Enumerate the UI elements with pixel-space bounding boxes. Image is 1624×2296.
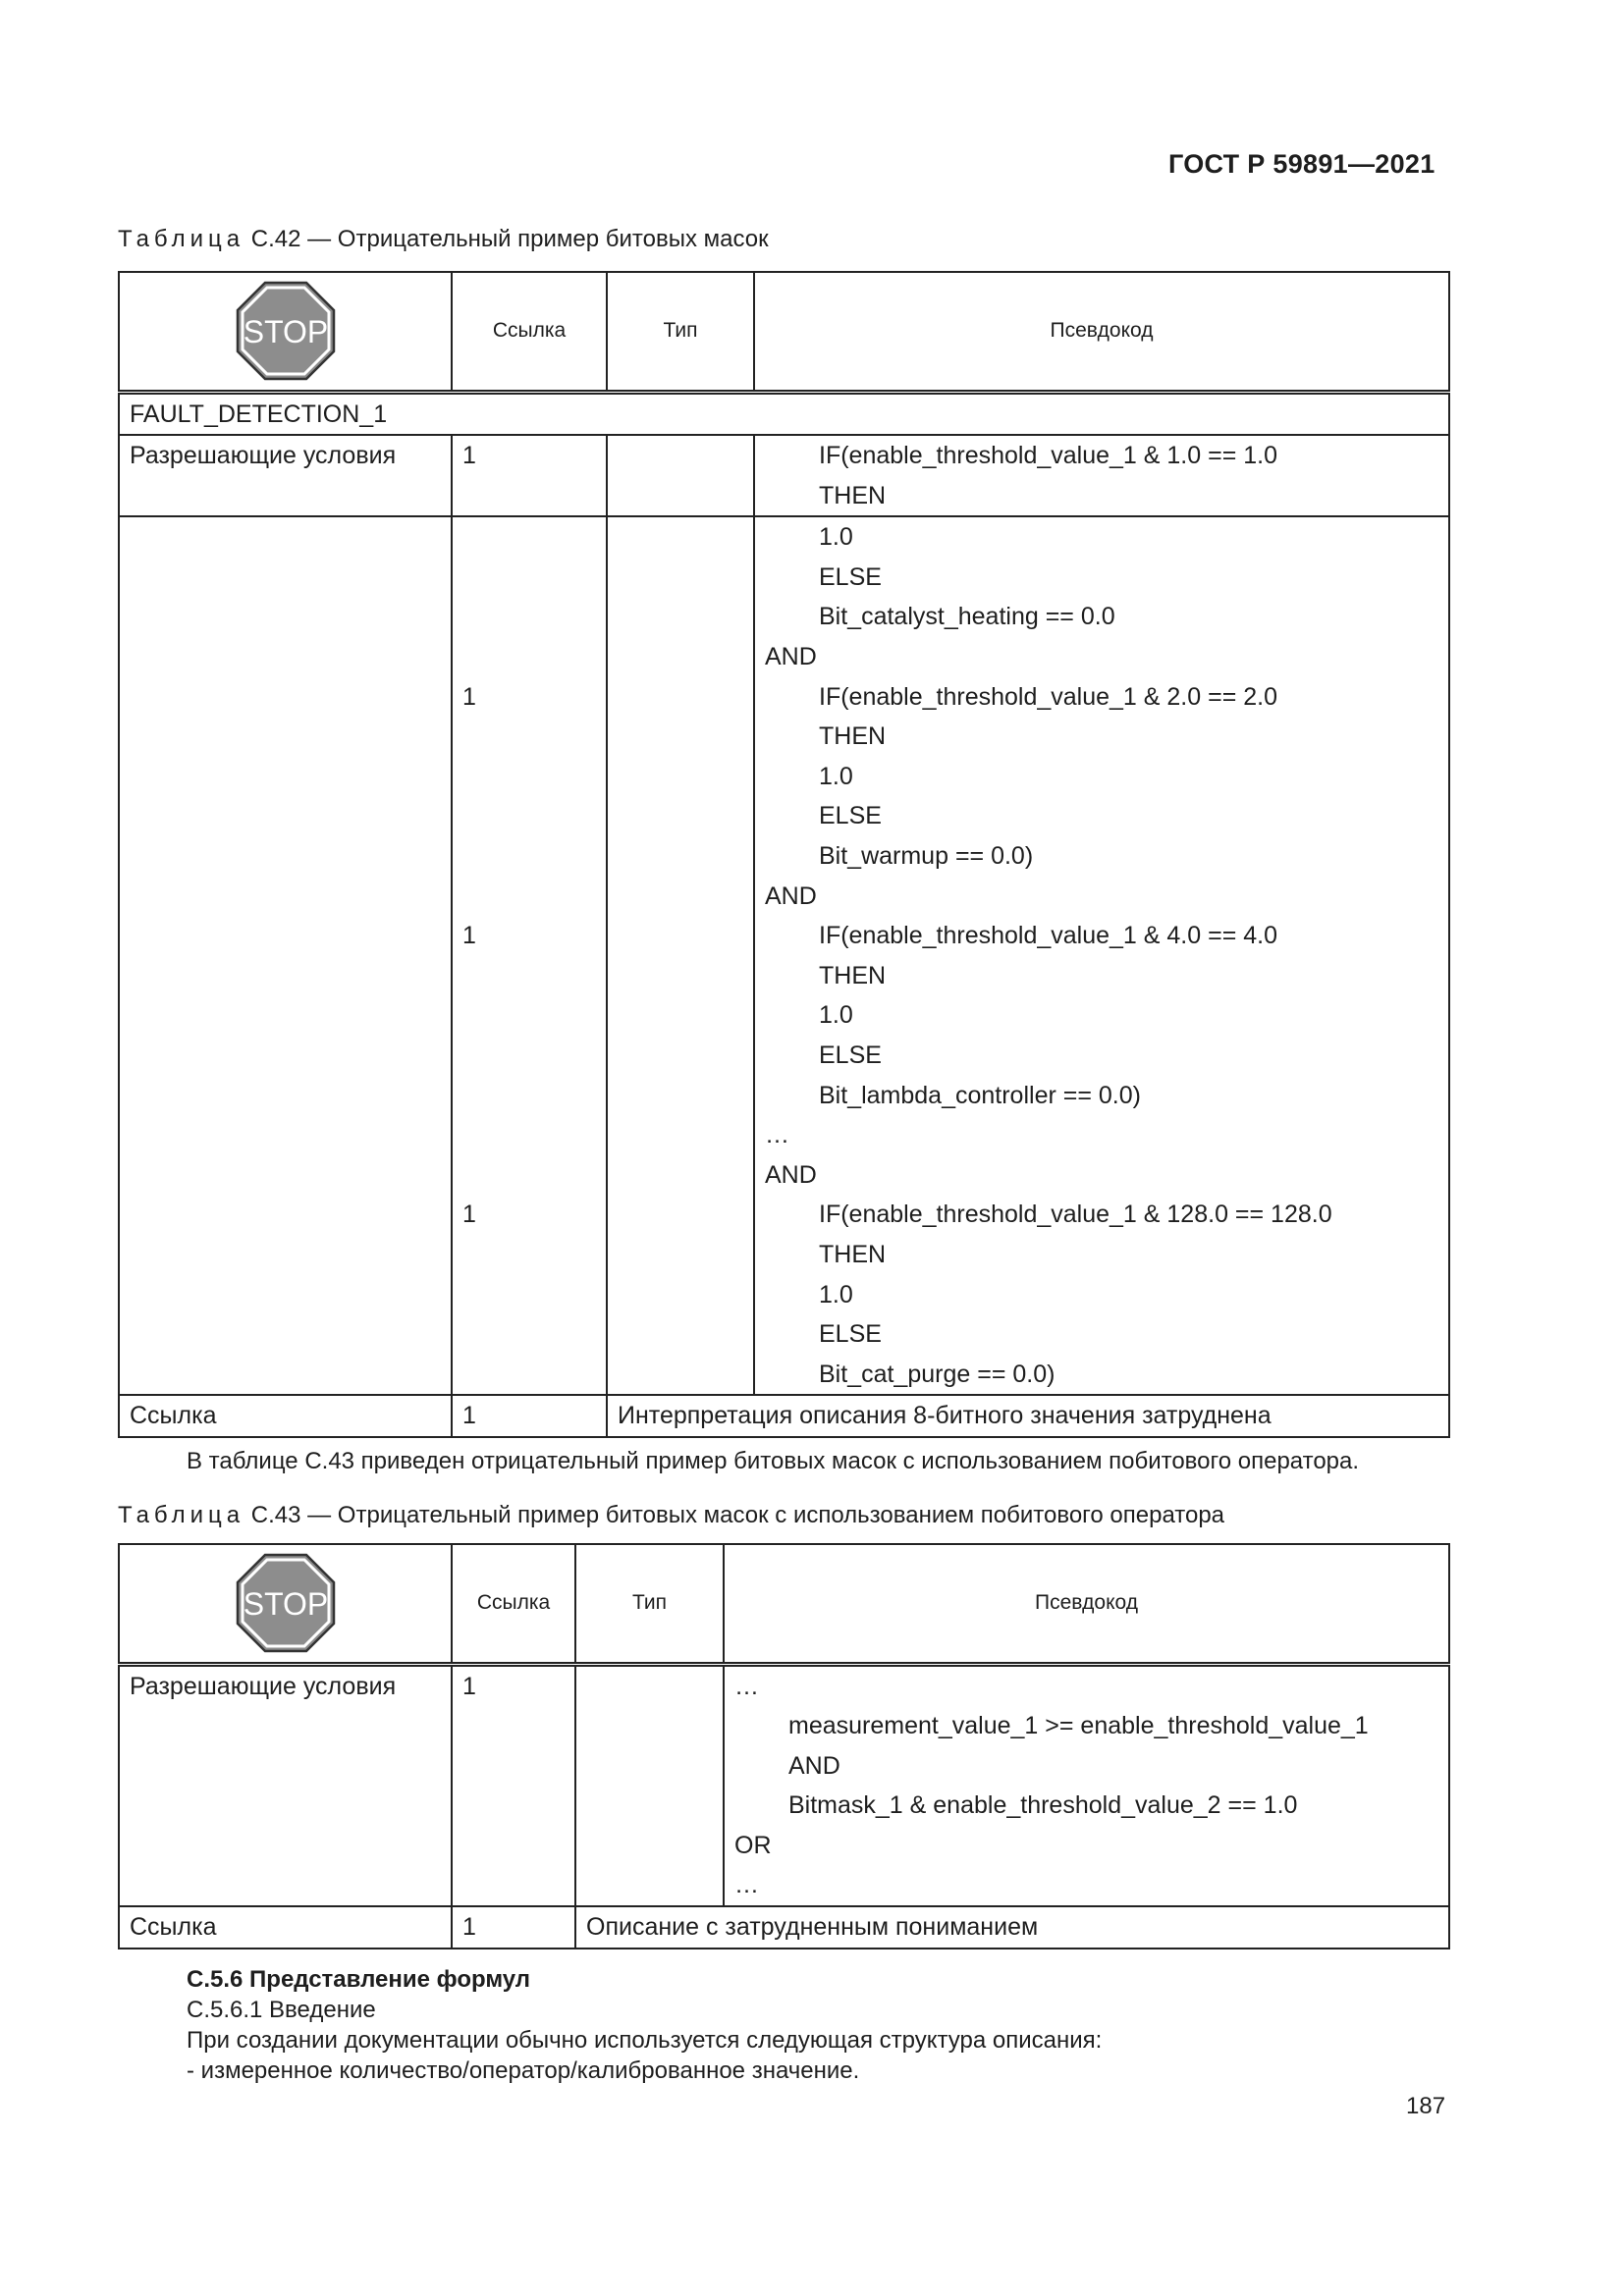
code-line: ELSE	[819, 1041, 882, 1069]
stop-sign-label: STOP	[243, 314, 328, 350]
code-line: IF(enable_threshold_value_1 & 1.0 == 1.0	[819, 442, 1278, 470]
table43-header-row	[119, 1544, 1449, 1664]
section-text-line-1: При создании документации обычно используется следующая структура описания:	[187, 2027, 1103, 2054]
table43-footer-row	[119, 1906, 1449, 1949]
code-line	[462, 956, 596, 996]
row-label: Разрешающие условия	[119, 1664, 452, 1906]
stop-sign-label: STOP	[243, 1586, 328, 1623]
code-line	[462, 1036, 596, 1076]
code-line	[462, 558, 596, 598]
code-line	[462, 877, 596, 917]
code-line	[462, 1235, 596, 1275]
code-line: measurement_value_1 >= enable_threshold_value_1	[788, 1712, 1369, 1740]
table42-caption-prefix: Таблица	[118, 226, 245, 252]
code-line: 1.0	[819, 523, 853, 552]
footer-label: Ссылка	[119, 1395, 452, 1437]
code-line	[462, 597, 596, 637]
section-text-line-2: - измеренное количество/оператор/калиброванное значение.	[187, 2057, 860, 2084]
table42-caption-text: С.42 — Отрицательный пример битовых масок	[244, 226, 769, 252]
code-line: THEN	[819, 481, 887, 509]
footer-ref: 1	[452, 1395, 607, 1437]
table42-stop-cell	[119, 272, 452, 392]
code-line: THEN	[819, 961, 887, 989]
code-line: AND	[765, 881, 817, 910]
row-type	[607, 516, 754, 1395]
code-line: …	[734, 1672, 759, 1700]
section-subtitle: С.5.6.1 Введение	[187, 1997, 376, 2023]
row-pseudocode	[754, 516, 1449, 1395]
row-pseudocode	[754, 435, 1449, 516]
code-line: …	[765, 1121, 789, 1149]
code-line	[462, 836, 596, 877]
table42-caption	[118, 226, 769, 253]
row-label	[119, 516, 452, 1395]
code-line: Bit_warmup == 0.0)	[819, 842, 1034, 871]
code-line: IF(enable_threshold_value_1 & 128.0 == 128.0	[819, 1201, 1332, 1229]
table43-col-type: Тип	[575, 1544, 724, 1664]
code-line: THEN	[819, 722, 887, 751]
code-line: IF(enable_threshold_value_1 & 2.0 == 2.0	[819, 682, 1278, 711]
row-ref: 1	[452, 435, 607, 516]
section-title: С.5.6 Представление формул	[187, 1966, 531, 1993]
table42-header-row	[119, 272, 1449, 392]
table43	[118, 1543, 1450, 1949]
code-line: 1	[462, 682, 476, 711]
code-line: AND	[788, 1751, 840, 1780]
footer-text: Описание с затрудненным пониманием	[575, 1906, 1449, 1949]
code-line: 1.0	[819, 1001, 853, 1030]
code-line	[462, 637, 596, 677]
table43-col-pseudocode: Псевдокод	[724, 1544, 1449, 1664]
code-line: 1	[462, 922, 476, 950]
footer-text: Интерпретация описания 8-битного значения затруднена	[607, 1395, 1449, 1437]
table42-col-pseudocode: Псевдокод	[754, 272, 1449, 392]
row-type	[607, 435, 754, 516]
table42-row-2	[119, 516, 1449, 1395]
stop-sign-icon	[235, 280, 337, 382]
table43-col-ref: Ссылка	[452, 1544, 575, 1664]
code-line: OR	[734, 1831, 772, 1859]
row-ref-column	[452, 516, 607, 1395]
row-pseudocode	[724, 1664, 1449, 1906]
paragraph-between-tables: В таблице С.43 приведен отрицательный пример битовых масок с использованием побитового оператора.	[187, 1448, 1360, 1474]
code-line: ELSE	[819, 802, 882, 830]
code-line: 1.0	[819, 762, 853, 790]
code-line	[462, 1115, 596, 1155]
code-line: IF(enable_threshold_value_1 & 4.0 == 4.0	[819, 922, 1278, 950]
row-ref: 1	[452, 1664, 575, 1906]
code-line	[462, 517, 596, 558]
table42-row-1	[119, 435, 1449, 516]
code-line	[462, 796, 596, 836]
code-line	[462, 1076, 596, 1116]
table42-col-ref: Ссылка	[452, 272, 607, 392]
code-line: THEN	[819, 1240, 887, 1268]
code-line: Bit_lambda_controller == 0.0)	[819, 1081, 1141, 1109]
table43-caption-text: С.43 — Отрицательный пример битовых масок с использованием побитового оператора	[244, 1502, 1225, 1528]
code-line: Bit_cat_purge == 0.0)	[819, 1360, 1056, 1388]
code-line: Bit_catalyst_heating == 0.0	[819, 603, 1115, 631]
code-line: ELSE	[819, 562, 882, 591]
code-line	[462, 717, 596, 757]
code-line: 1.0	[819, 1280, 853, 1308]
code-line: …	[734, 1871, 759, 1899]
code-line: AND	[765, 1160, 817, 1189]
row-type	[575, 1664, 724, 1906]
table43-stop-cell	[119, 1544, 452, 1664]
code-line: AND	[765, 643, 817, 671]
table43-caption-prefix: Таблица	[118, 1502, 245, 1528]
footer-ref: 1	[452, 1906, 575, 1949]
page-number: 187	[1406, 2093, 1446, 2119]
code-line	[462, 1155, 596, 1196]
document-header: ГОСТ Р 59891—2021	[1168, 149, 1435, 179]
table42-col-type: Тип	[607, 272, 754, 392]
table43-caption	[118, 1502, 1224, 1529]
code-line: ELSE	[819, 1320, 882, 1349]
row-label: Разрешающие условия	[119, 435, 452, 516]
code-line	[462, 1314, 596, 1355]
code-line: Bitmask_1 & enable_threshold_value_2 == 1.0	[788, 1791, 1298, 1820]
stop-sign-icon	[235, 1552, 337, 1654]
code-line	[462, 1355, 596, 1395]
code-line	[462, 757, 596, 797]
table42-section-row	[119, 392, 1449, 435]
table42-footer-row	[119, 1395, 1449, 1437]
footer-label: Ссылка	[119, 1906, 452, 1949]
table42	[118, 271, 1450, 1438]
code-line: 1	[462, 1201, 476, 1229]
code-line	[462, 1275, 596, 1315]
section-label: FAULT_DETECTION_1	[119, 392, 1449, 435]
table43-row-1	[119, 1664, 1449, 1906]
code-line	[462, 995, 596, 1036]
